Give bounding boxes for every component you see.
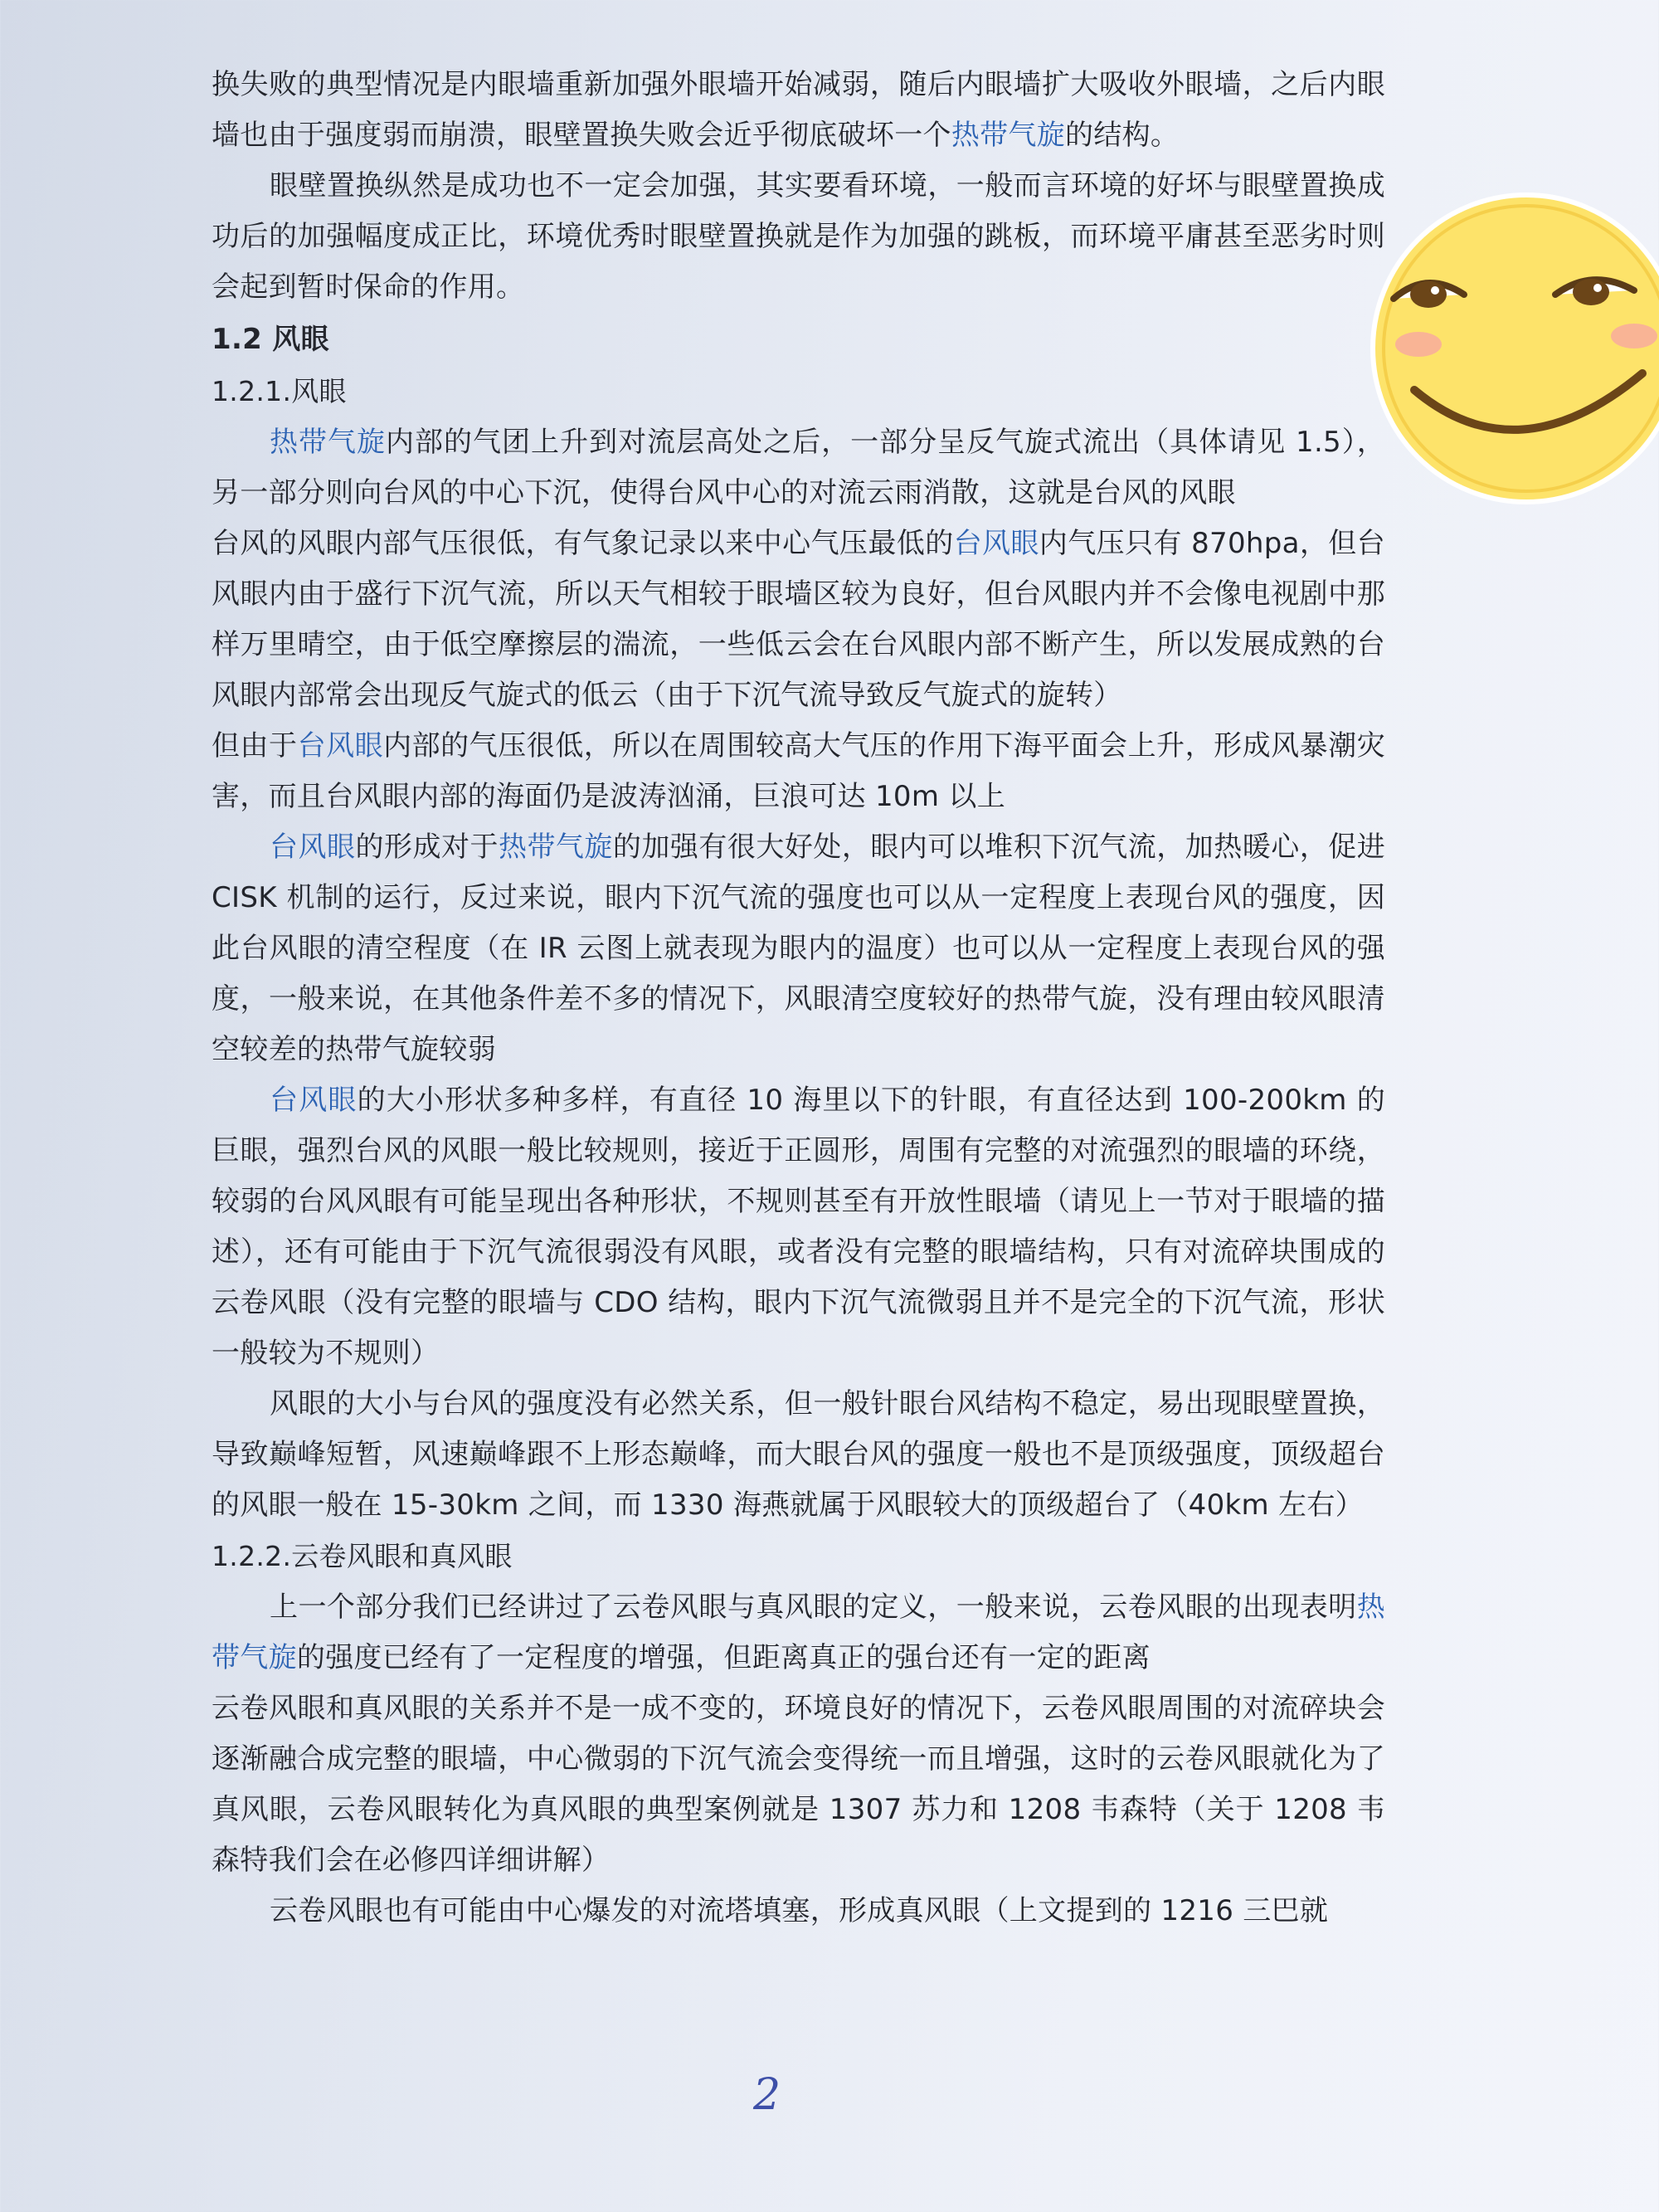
paragraph [212, 1683, 1385, 1886]
term-link[interactable]: 热带气旋 [951, 119, 1066, 152]
text-run: 但由于 [212, 729, 298, 763]
term-link[interactable]: 台风眼 [270, 831, 356, 864]
section-heading: 1.2 风眼 [212, 323, 329, 356]
term-link[interactable]: 台风眼 [270, 1084, 358, 1117]
paragraph [212, 519, 1385, 721]
term-link[interactable]: 热带气旋 [212, 1591, 1385, 1674]
subsection-heading: 1.2.1.风眼 [212, 375, 347, 407]
paragraph [212, 1886, 1385, 1937]
paragraph [212, 60, 1385, 161]
text-run: 内气压只有 870hpa，但台风眼内由于盛行下沉气流，所以天气相较于眼墙区较为良好，但台风眼内并不会像电视剧中那样万里晴空，由于低空摩擦层的湍流，一些低云会在台风眼内部不断产生，所以发展成熟的台风眼内部常会出现反气旋式的低云（由于下沉气流导致反气旋式的旋转） [212, 527, 1385, 712]
text-run: 上一个部分我们已经讲过了云卷风眼与真风眼的定义，一般来说，云卷风眼的出现表明 [270, 1591, 1357, 1624]
text-run: 内部的气团上升到对流层高处之后，一部分呈反气旋式流出（具体请见 1.5），另一部分则向台风的中心下沉，使得台风中心的对流云雨消散，这就是台风的风眼 [212, 426, 1385, 509]
paragraph [212, 721, 1385, 822]
text-run: 云卷风眼也有可能由中心爆发的对流塔填塞，形成真风眼（上文提到的 1216 三巴就 [270, 1894, 1329, 1927]
term-link[interactable]: 台风眼 [953, 527, 1039, 560]
text-run: 台风的风眼内部气压很低，有气象记录以来中心气压最低的 [212, 527, 954, 560]
paragraph [212, 417, 1385, 519]
subsection-heading: 1.2.2.云卷风眼和真风眼 [212, 1540, 513, 1572]
term-link[interactable]: 热带气旋 [498, 831, 613, 864]
paragraph [212, 161, 1385, 313]
term-link[interactable]: 台风眼 [297, 729, 384, 763]
text-run: 换失败的典型情况是内眼墙重新加强外眼墙开始减弱，随后内眼墙扩大吸收外眼墙，之后内眼墙也由于强度弱而崩溃，眼壁置换失败会近乎彻底破坏一个 [212, 68, 1385, 152]
document-body [212, 60, 1385, 1937]
text-run: 的形成对于 [355, 831, 499, 864]
paragraph [212, 1075, 1385, 1379]
paragraph [212, 822, 1385, 1075]
text-run: 的加强有很大好处，眼内可以堆积下沉气流，加热暖心，促进 CISK 机制的运行，反过来说，眼内下沉气流的强度也可以从一定程度上表现台风的强度，因此台风眼的清空程度（在 IR 云图上就表现为眼内的温度）也可以从一定程度上表现台风的强度，一般来说，在其他条件差不多的情况下，风眼清空度较好的热带气旋，没有理由较风眼清空较差的热带气旋较弱 [212, 831, 1386, 1066]
text-run: 内部的气压很低，所以在周围较高大气压的作用下海平面会上升，形成风暴潮灾害，而且台风眼内部的海面仍是波涛汹涌，巨浪可达 10m 以上 [212, 729, 1386, 813]
text-run: 眼壁置换纵然是成功也不一定会加强，其实要看环境，一般而言环境的好坏与眼壁置换成功后的加强幅度成正比，环境优秀时眼壁置换就是作为加强的跳板，而环境平庸甚至恶劣时则会起到暂时保命的作用。 [212, 169, 1385, 304]
text-run: 风眼的大小与台风的强度没有必然关系，但一般针眼台风结构不稳定，易出现眼壁置换，导致巅峰短暂，风速巅峰跟不上形态巅峰，而大眼台风的强度一般也不是顶级强度，顶级超台的风眼一般在 15-30km 之间，而 1330 海燕就属于风眼较大的顶级超台了（40km 左右） [212, 1387, 1385, 1522]
handwritten-page-number: 2 [753, 2070, 781, 2120]
term-link[interactable]: 热带气旋 [270, 426, 387, 459]
text-run: 的大小形状多种多样，有直径 10 海里以下的针眼，有直径达到 100-200km 的巨眼，强烈台风的风眼一般比较规则，接近于正圆形，周围有完整的对流强烈的眼墙的环绕，较弱的台风风眼有可能呈现出各种形状，不规则甚至有开放性眼墙（请见上一节对于眼墙的描述），还有可能由于下沉气流很弱没有风眼，或者没有完整的眼墙结构，只有对流碎块围成的云卷风眼（没有完整的眼墙与 CDO 结构，眼内下沉气流微弱且并不是完全的下沉气流，形状一般较为不规则） [212, 1084, 1385, 1370]
text-run: 的结构。 [1065, 119, 1180, 152]
smiley-face-sticker-icon [1369, 191, 1659, 506]
paragraph [212, 1582, 1385, 1683]
paragraph [212, 1379, 1385, 1531]
text-run: 云卷风眼和真风眼的关系并不是一成不变的，环境良好的情况下，云卷风眼周围的对流碎块会逐渐融合成完整的眼墙，中心微弱的下沉气流会变得统一而且增强，这时的云卷风眼就化为了真风眼，云卷风眼转化为真风眼的典型案例就是 1307 苏力和 1208 韦森特（关于 1208 韦森特我们会在必修四详细讲解） [212, 1692, 1385, 1877]
text-run: 的强度已经有了一定程度的增强，但距离真正的强台还有一定的距离 [296, 1641, 1151, 1674]
